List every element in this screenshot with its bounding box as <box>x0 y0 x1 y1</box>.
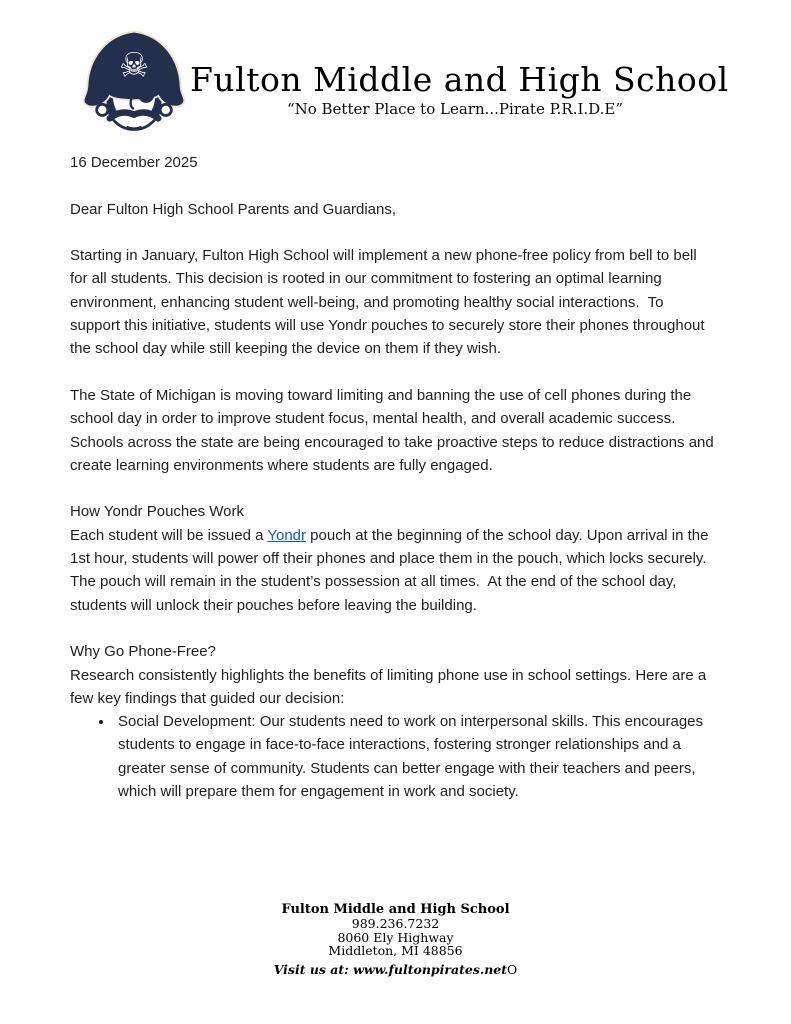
school-name-title: Fulton Middle and High School <box>190 60 729 99</box>
footer-address-city: Middleton, MI 48856 <box>328 943 463 958</box>
key-findings-list <box>70 710 716 803</box>
list-item-social-development: • Social Development: Our students need to work on interpersonal skills. This encourages students to engage in face-to-face interactions, fostering stronger relationships and a greater sense of community. Students can better engage with their teachers and peers, which will prepare them for engagement in work and society. <box>114 710 716 803</box>
section-why-go-phone-free <box>70 640 716 803</box>
paragraph-policy-announcement: Starting in January, Fulton High School will implement a new phone-free policy from bell to bell for all students. This decision is rooted in our commitment to fostering an optimal learning environment, enhancing student well-being, and promoting healthy social interactions. To support this initiative, students will use Yondr pouches to securely store their phones throughout the school day while still keeping the device on them if they wish. <box>70 247 709 358</box>
footer-phone: 989.236.7232 <box>351 916 440 931</box>
pirate-logo-icon <box>78 26 190 136</box>
svg-text:☠: ☠ <box>118 45 150 85</box>
letter-footer <box>0 903 791 977</box>
salutation: Dear Fulton High School Parents and Guardians, <box>70 200 397 218</box>
footer-website-text: Visit us at: www.fultonpirates.net <box>273 961 508 977</box>
footer-school-name: Fulton Middle and High School <box>281 902 510 917</box>
letterhead <box>190 60 729 119</box>
letter-body <box>70 151 716 827</box>
school-tagline: “No Better Place to Learn...Pirate P.R.I.D.E” <box>286 100 624 119</box>
footer-visit-suffix: O <box>507 961 518 977</box>
section-heading-how-yondr: How Yondr Pouches Work <box>70 503 244 521</box>
paragraph-state-of-michigan: The State of Michigan is moving toward limiting and banning the use of cell phones during the school day in order to improve student focus, mental health, and overall academic success. Schools across the state are being encouraged to take proactive steps to reduce distractions and create learning environments where students are fully engaged. <box>70 386 718 474</box>
section-how-yondr-pouches-work <box>70 500 716 616</box>
paragraph-research-intro: Research consistently highlights the benefits of limiting phone use in school settings. Here are a few key findings that guided our decision: <box>70 666 711 707</box>
footer-visit-line <box>0 963 791 977</box>
paragraph-how-yondr <box>70 524 716 617</box>
letter-date: 16 December 2025 <box>70 154 198 171</box>
how-yondr-text-before-link: Each student will be issued a <box>70 526 268 544</box>
footer-address-street: 8060 Ely Highway <box>337 929 454 945</box>
how-yondr-text-after-link: pouch at the beginning of the school day. Upon arrival in the 1st hour, students will power off their phones and place them in the pouch, which locks securely. The pouch will remain in the student’s possession at all times. At the end of the school day, students will unlock their pouches before leaving the building. <box>70 526 715 614</box>
section-heading-why-phone-free: Why Go Phone-Free? <box>70 643 216 661</box>
yondr-link[interactable]: Yondr <box>267 526 306 544</box>
